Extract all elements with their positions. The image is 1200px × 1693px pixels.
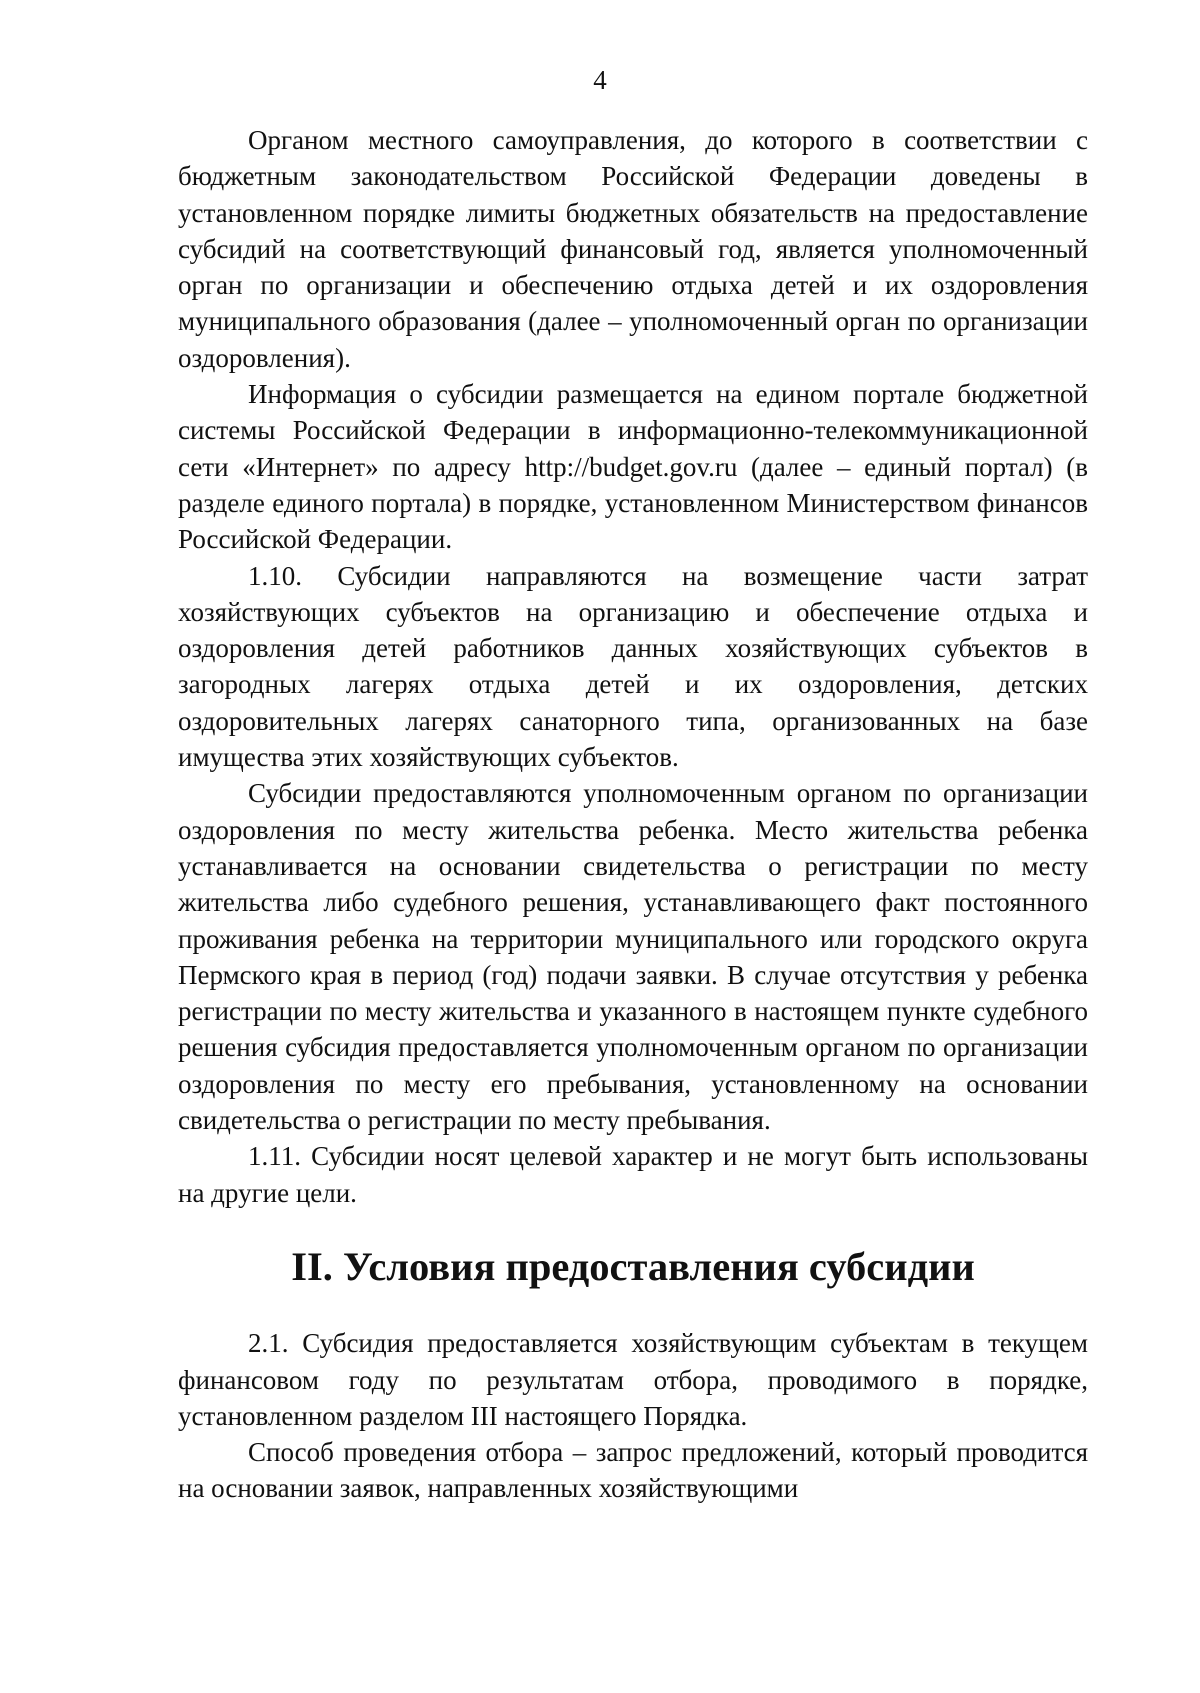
document-body <box>178 122 1088 1507</box>
paragraph-portal-information: Информация о субсидии размещается на едином портале бюджетной системы Российской Федерации в информационно-телекоммуникационной сети «Интернет» по адресу http://budget.gov.ru (далее – единый портал) (в разделе единого портала) в порядке, установленном Министерством финансов Российской Федерации. <box>178 379 1088 555</box>
paragraph-selection-method: Способ проведения отбора – запрос предложений, который проводится на основании заявок, направленных хозяйствующими <box>178 1437 1088 1504</box>
paragraph-local-authority: Органом местного самоуправления, до которого в соответствии с бюджетным законодательством Российской Федерации доведены в установленном порядке лимиты бюджетных обязательств на предоставление субсидий на соответствующий финансовый год, является уполномоченный орган по организации и обеспечению отдыха детей и их оздоровления муниципального образования (далее – уполномоченный орган по организации оздоровления). <box>178 125 1088 373</box>
section-heading: II. Условия предоставления субсидии <box>291 1243 975 1289</box>
paragraph-residence: Субсидии предоставляются уполномоченным органом по организации оздоровления по месту жительства ребенка. Место жительства ребенка устанавливается на основании свидетельства о регистрации по месту жительства либо судебного решения, устанавливающего факт постоянного проживания ребенка на территории муниципального или городского округа Пермского края в период (год) подачи заявки. В случае отсутствия у ребенка регистрации по месту жительства и указанного в настоящем пункте судебного решения субсидия предоставляется уполномоченным органом по организации оздоровления по месту его пребывания, установленному на основании свидетельства о регистрации по месту пребывания. <box>178 778 1088 1136</box>
paragraph-clause-1-10: 1.10. Субсидии направляются на возмещение части затрат хозяйствующих субъектов на организацию и обеспечение отдыха и оздоровления детей работников данных хозяйствующих субъектов в загородных лагерях отдыха детей и их оздоровления, детских оздоровительных лагерях санаторного типа, организованных на базе имущества этих хозяйствующих субъектов. <box>178 560 1088 773</box>
page-number: 4 <box>593 65 607 95</box>
paragraph-clause-1-11: 1.11. Субсидии носят целевой характер и не могут быть использованы на другие цели. <box>178 1141 1088 1208</box>
paragraph-clause-2-1: 2.1. Субсидия предоставляется хозяйствующим субъектам в текущем финансовом году по результатам отбора, проводимого в порядке, установленном разделом III настоящего Порядка. <box>178 1328 1088 1431</box>
